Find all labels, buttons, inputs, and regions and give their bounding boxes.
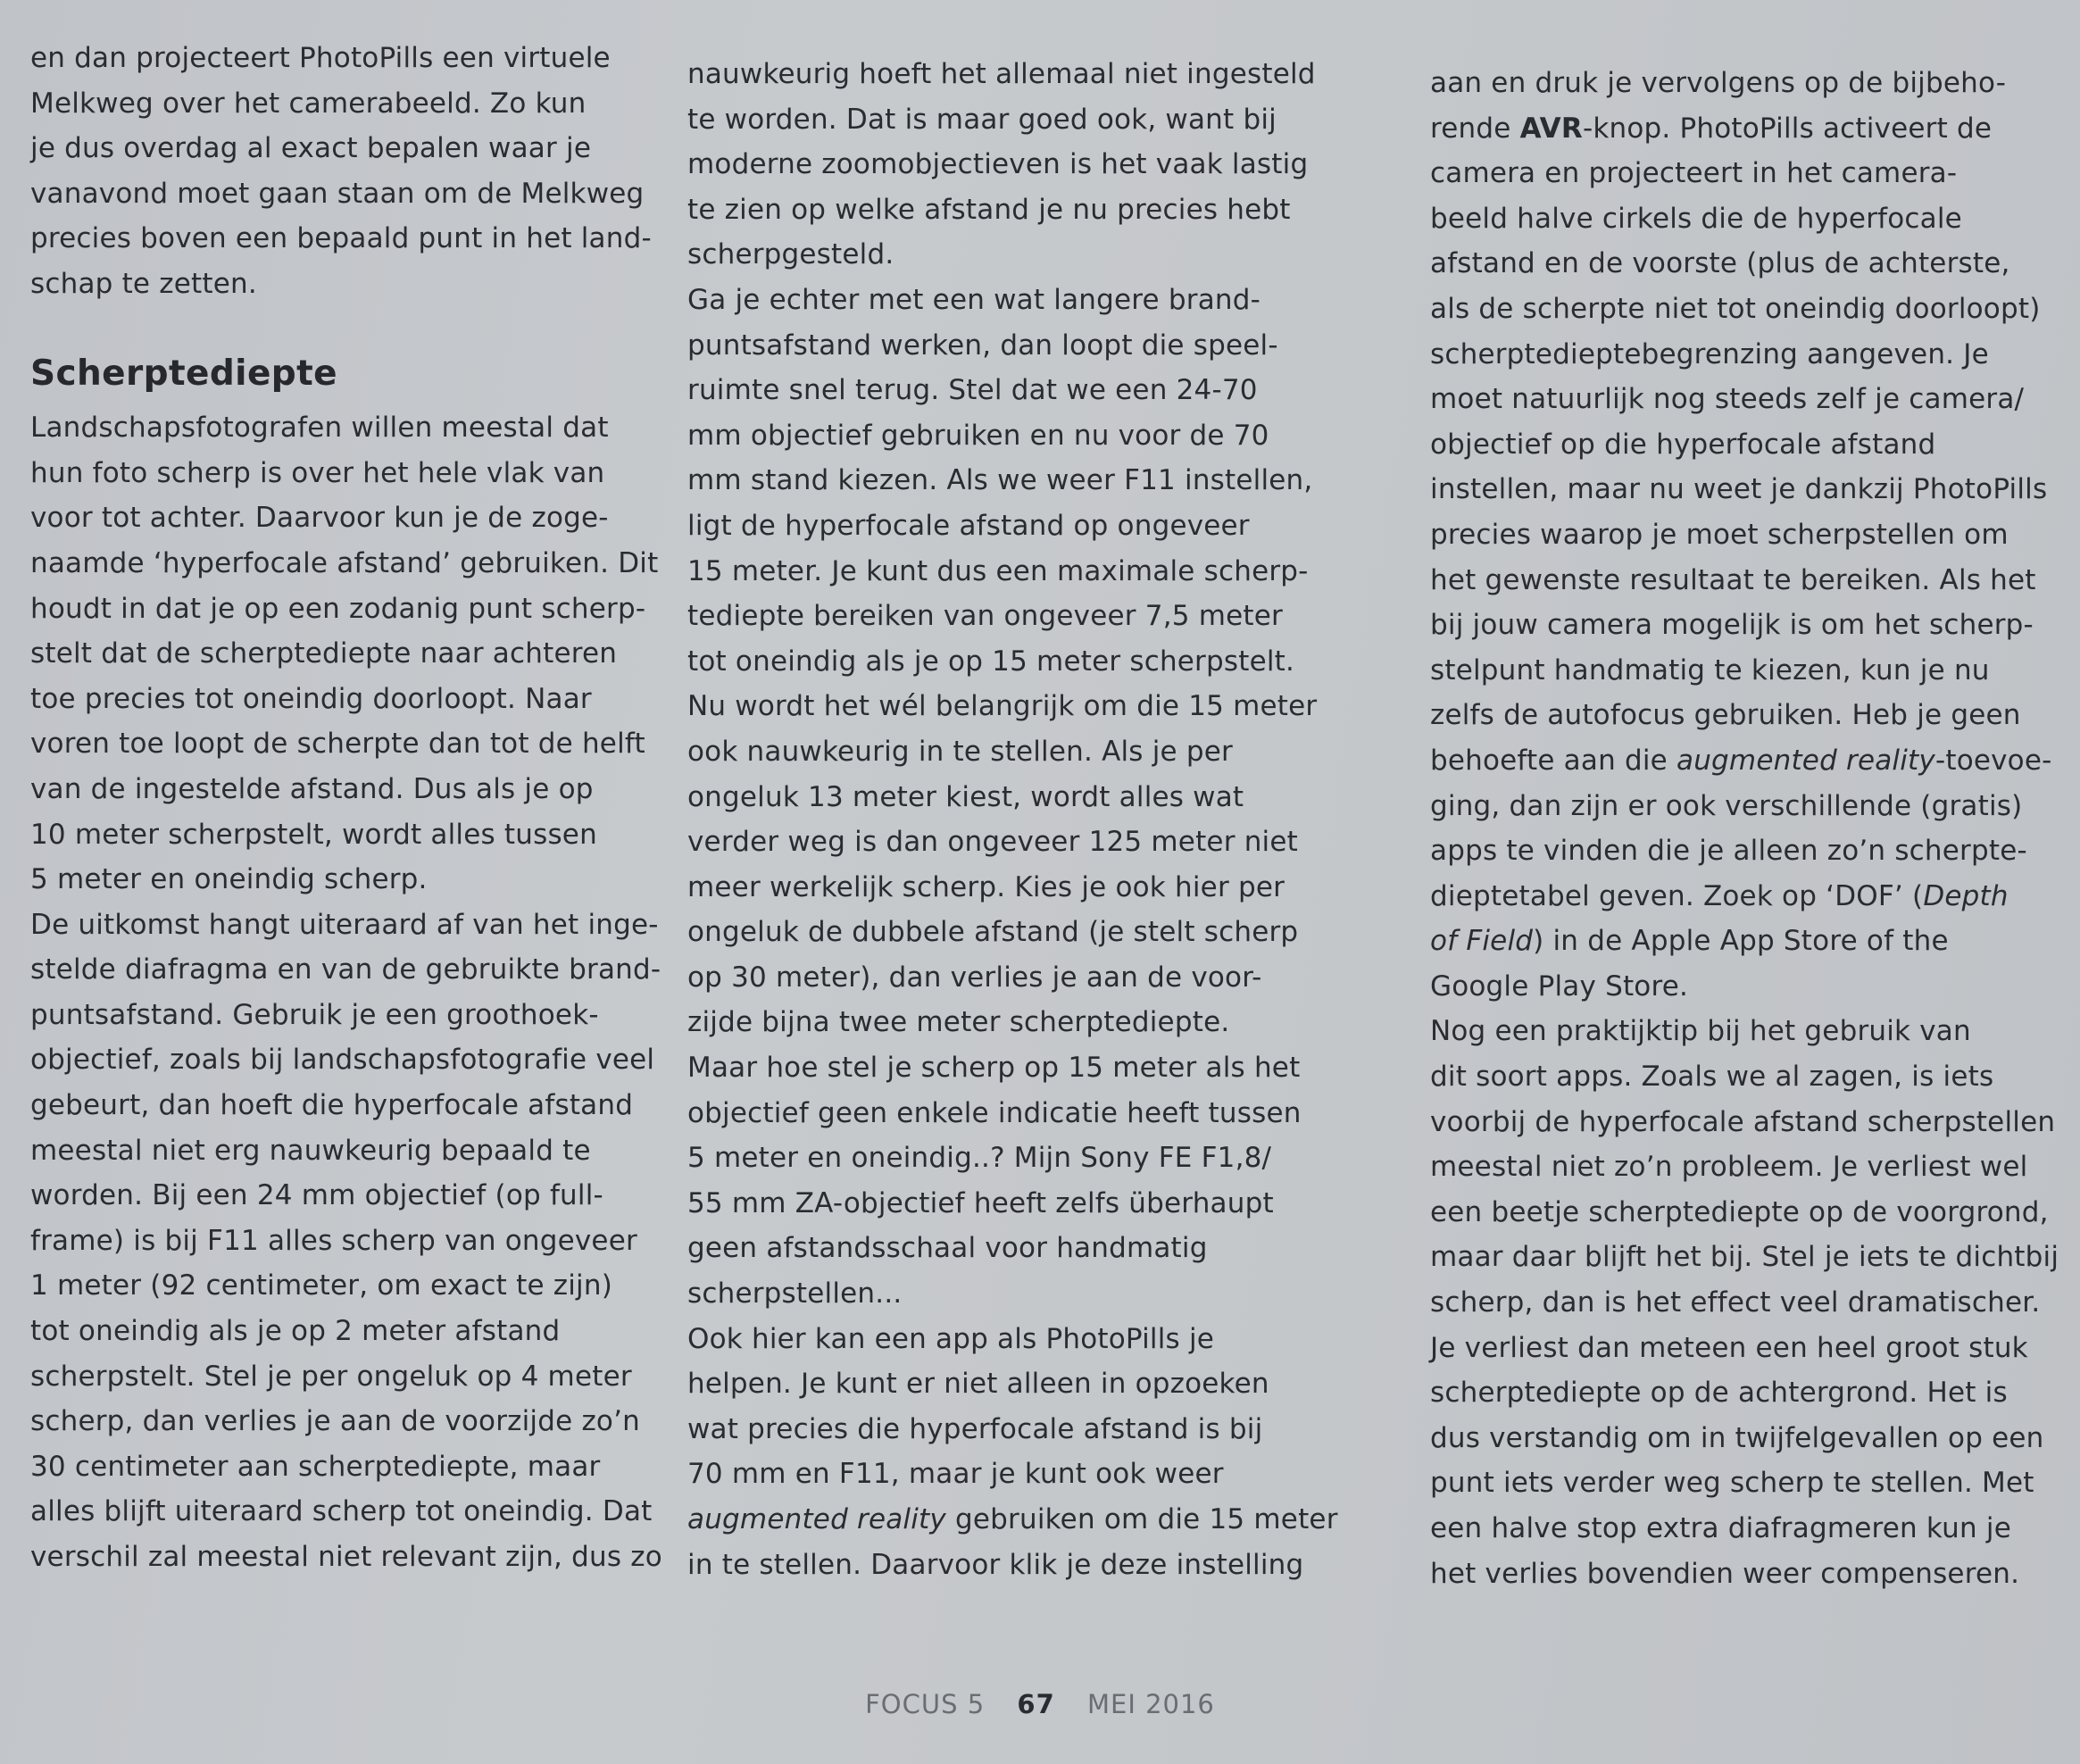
- text-line: [1430, 919, 2055, 964]
- text-segment: ) in de Apple App Store of the: [1533, 925, 1949, 958]
- text-line: meestal niet erg nauwkeurig bepaald te: [30, 1134, 591, 1167]
- text-line: mm stand kiezen. Als we weer F11 instellen,: [687, 464, 1313, 497]
- text-line: objectief geen enkele indicatie heeft tussen: [687, 1096, 1302, 1129]
- text-line: aan en druk je vervolgens op de bijbeho-: [1430, 67, 2007, 99]
- text-line: puntsafstand werken, dan loopt die speel-: [687, 329, 1278, 362]
- text-line: nauwkeurig hoeft het allemaal niet ingesteld: [687, 58, 1316, 90]
- text-line: mm objectief gebruiken en nu voor de 70: [687, 419, 1269, 452]
- text-segment: gebruiken om die 15 meter: [945, 1503, 1338, 1535]
- text-line: 10 meter scherpstelt, wordt alles tussen: [30, 818, 597, 851]
- text-line: [1430, 738, 2055, 784]
- text-line: ruimte snel terug. Stel dat we een 24-70: [687, 374, 1258, 407]
- text-line: ook nauwkeurig in te stellen. Als je per: [687, 735, 1233, 768]
- text-line: objectief op die hyperfocale afstand: [1430, 428, 1936, 461]
- text-line: tot oneindig als je op 2 meter afstand: [30, 1315, 561, 1348]
- text-line: gebeurt, dan hoeft die hyperfocale afstand: [30, 1089, 634, 1122]
- page-footer: [0, 1689, 2080, 1719]
- text-line: Nu wordt het wél belangrijk om die 15 meter: [687, 690, 1318, 723]
- text-line: tediepte bereiken van ongeveer 7,5 meter: [687, 600, 1283, 633]
- text-line: schap te zetten.: [30, 267, 257, 300]
- text-line: Maar hoe stel je scherp op 15 meter als het: [687, 1052, 1301, 1085]
- text-line: een beetje scherptediepte op de voorgrond,: [1430, 1195, 2049, 1228]
- text-line: 15 meter. Je kunt dus een maximale scherp-: [687, 554, 1309, 587]
- text-line: Nog een praktijktip bij het gebruik van: [1430, 1015, 1971, 1048]
- text-line: [1430, 874, 2055, 919]
- text-line: het gewenste resultaat te bereiken. Als het: [1430, 563, 2036, 596]
- text-line: houdt in dat je op een zodanig punt scherp-: [30, 592, 646, 625]
- text-line: te worden. Dat is maar goed ook, want bij: [687, 103, 1277, 136]
- text-line: op 30 meter), dan verlies je aan de voor-: [687, 961, 1262, 994]
- italic-text: augmented reality: [687, 1503, 946, 1535]
- text-line: ligt de hyperfocale afstand op ongeveer: [687, 509, 1250, 542]
- text-line: helpen. Je kunt er niet alleen in opzoeken: [687, 1368, 1269, 1401]
- text-line: te zien op welke afstand je nu precies hebt: [687, 193, 1291, 226]
- text-line: precies boven een bepaald punt in het land-: [30, 222, 652, 255]
- text-line: hun foto scherp is over het hele vlak van: [30, 456, 605, 489]
- text-segment: -toevoe-: [1934, 744, 2052, 777]
- text-segment: -knop. PhotoPills activeert de: [1582, 112, 1993, 145]
- text-line: meer werkelijk scherp. Kies je ook hier per: [687, 870, 1285, 903]
- text-line: naamde ‘hyperfocale afstand’ gebruiken. Dit: [30, 546, 659, 579]
- text-line: dit soort apps. Zoals we al zagen, is iets: [1430, 1061, 1994, 1094]
- text-line: scherpgesteld.: [687, 238, 894, 271]
- text-line: worden. Bij een 24 mm objectief (op full-: [30, 1179, 603, 1212]
- text-line: geen afstandsschaal voor handmatig: [687, 1232, 1208, 1265]
- text-line: scherp, dan verlies je aan de voorzijde zo’n: [30, 1405, 640, 1438]
- text-line: [1430, 106, 2055, 152]
- text-line: tot oneindig als je op 15 meter scherpstelt.: [687, 645, 1295, 678]
- text-line: scherpstelt. Stel je per ongeluk op 4 meter: [30, 1360, 632, 1393]
- text-line: dus verstandig om in twijfelgevallen op een: [1430, 1421, 2044, 1454]
- text-line: verschil zal meestal niet relevant zijn, dus zo: [30, 1541, 662, 1573]
- text-line: voren toe loopt de scherpte dan tot de helft: [30, 728, 645, 761]
- text-line: moet natuurlijk nog steeds zelf je camera/: [1430, 383, 2025, 416]
- text-line: 55 mm ZA-objectief heeft zelfs überhaupt: [687, 1186, 1274, 1219]
- italic-text: augmented reality: [1676, 744, 1935, 777]
- text-line: objectief, zoals bij landschapsfotografie veel: [30, 1044, 655, 1077]
- text-line: afstand en de voorste (plus de achterste,: [1430, 247, 2010, 280]
- text-line: wat precies die hyperfocale afstand is bij: [687, 1412, 1263, 1445]
- text-line: camera en projecteert in het camera-: [1430, 157, 1958, 190]
- text-line: als de scherpte niet tot oneindig doorloopt): [1430, 292, 2041, 325]
- text-line: voorbij de hyperfocale afstand scherpstellen: [1430, 1105, 2056, 1138]
- text-line: meestal niet zo’n probleem. Je verliest wel: [1430, 1151, 2028, 1184]
- text-line: scherp, dan is het effect veel dramatischer.: [1430, 1286, 2041, 1319]
- text-line: punt iets verder weg scherp te stellen. Met: [1430, 1467, 2034, 1500]
- text-line: een halve stop extra diafragmeren kun je: [1430, 1512, 2011, 1544]
- text-line: Landschapsfotografen willen meestal dat: [30, 412, 609, 445]
- text-line: en dan projecteert PhotoPills een virtuele: [30, 42, 611, 74]
- text-line: zelfs de autofocus gebruiken. Heb je geen: [1430, 699, 2021, 732]
- text-line: verder weg is dan ongeveer 125 meter niet: [687, 826, 1298, 859]
- bold-text: AVR: [1519, 112, 1583, 145]
- text-line: scherpstellen...: [687, 1277, 903, 1311]
- text-line: instellen, maar nu weet je dankzij PhotoPills: [1430, 473, 2048, 506]
- section-heading: Scherptediepte: [30, 353, 338, 394]
- text-line: maar daar blijft het bij. Stel je iets te dichtbij: [1430, 1241, 2059, 1274]
- text-line: scherptedieptebegrenzing aangeven. Je: [1430, 337, 1989, 370]
- text-line: Google Play Store.: [1430, 969, 1689, 1003]
- text-line: precies waarop je moet scherpstellen om: [1430, 518, 2009, 551]
- text-line: vanavond moet gaan staan om de Melkweg: [30, 177, 645, 210]
- text-line: van de ingestelde afstand. Dus als je op: [30, 772, 594, 805]
- text-line: 30 centimeter aan scherptediepte, maar: [30, 1450, 601, 1483]
- text-column-2: [687, 52, 1338, 1587]
- text-line: het verlies bovendien weer compenseren.: [1430, 1557, 2020, 1590]
- text-line: apps te vinden die je alleen zo’n scherpte-: [1430, 835, 2027, 868]
- text-line: toe precies tot oneindig doorloopt. Naar: [30, 682, 592, 715]
- text-column-1: [30, 36, 662, 1580]
- text-line: De uitkomst hangt uiteraard af van het inge-: [30, 908, 659, 941]
- text-line: je dus overdag al exact bepalen waar je: [30, 132, 592, 165]
- text-line: puntsafstand. Gebruik je een groothoek-: [30, 998, 599, 1031]
- text-line: ongeluk 13 meter kiest, wordt alles wat: [687, 780, 1244, 813]
- text-line: ongeluk de dubbele afstand (je stelt scherp: [687, 916, 1299, 949]
- text-line: 5 meter en oneindig..? Mijn Sony FE F1,8/: [687, 1142, 1272, 1175]
- text-line: Je verliest dan meteen een heel groot stuk: [1430, 1331, 2028, 1364]
- text-segment: dieptetabel geven. Zoek op ‘DOF’ (: [1430, 879, 1924, 912]
- text-segment: rende: [1430, 112, 1520, 145]
- text-segment: behoefte aan die: [1430, 744, 1676, 777]
- text-line: Ook hier kan een app als PhotoPills je: [687, 1322, 1215, 1355]
- text-line: Ga je echter met een wat langere brand-: [687, 283, 1261, 316]
- text-line: beeld halve cirkels die de hyperfocale: [1430, 202, 1962, 235]
- text-line: [687, 1497, 1338, 1543]
- text-line: stelt dat de scherptediepte naar achteren: [30, 637, 618, 670]
- text-line: alles blijft uiteraard scherp tot oneindig. Dat: [30, 1495, 653, 1528]
- text-line: moderne zoomobjectieven is het vaak lastig: [687, 148, 1309, 181]
- text-line: stelpunt handmatig te kiezen, kun je nu: [1430, 653, 1990, 686]
- footer-date: MEI 2016: [1086, 1689, 1215, 1719]
- italic-text: of Field: [1430, 925, 1534, 958]
- text-line: stelde diafragma en van de gebruikte brand-: [30, 953, 661, 986]
- text-line: Melkweg over het camerabeeld. Zo kun: [30, 87, 587, 120]
- text-line: zijde bijna twee meter scherptediepte.: [687, 1006, 1230, 1039]
- text-line: scherptediepte op de achtergrond. Het is: [1430, 1377, 2008, 1410]
- text-column-3: [1430, 61, 2059, 1596]
- text-line: 70 mm en F11, maar je kunt ook weer: [687, 1458, 1224, 1491]
- text-line: 5 meter en oneindig scherp.: [30, 863, 428, 896]
- text-line: bij jouw camera mogelijk is om het scherp-: [1430, 609, 2034, 642]
- italic-text: Depth: [1923, 879, 2009, 912]
- text-line: 1 meter (92 centimeter, om exact te zijn): [30, 1269, 613, 1302]
- footer-magazine: FOCUS 5: [865, 1689, 986, 1719]
- text-line: ging, dan zijn er ook verschillende (gratis): [1430, 789, 2023, 822]
- text-line: in te stellen. Daarvoor klik je deze instelling: [687, 1548, 1304, 1581]
- footer-page-number: 67: [1017, 1689, 1055, 1719]
- text-line: voor tot achter. Daarvoor kun je de zoge-: [30, 502, 609, 535]
- text-line: frame) is bij F11 alles scherp van ongeveer: [30, 1224, 637, 1257]
